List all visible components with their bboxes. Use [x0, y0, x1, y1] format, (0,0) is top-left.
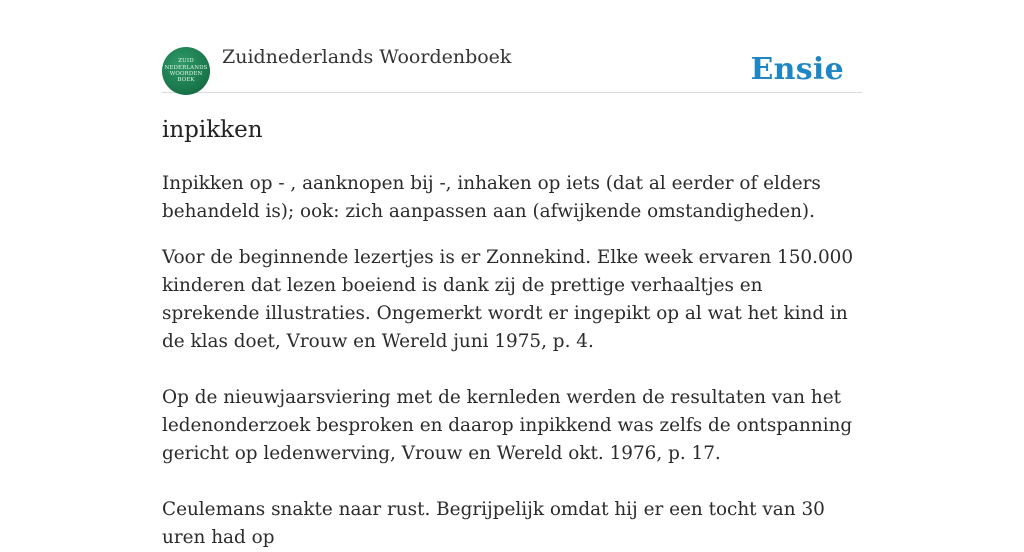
site-title[interactable]: Zuidnederlands Woordenboek [222, 46, 512, 68]
entry-example: Op de nieuwjaarsviering met de kernleden werden de resultaten van het ledenonderzoek besproken en daarop inpikkend was zelfs de ontspanning gericht op ledenwerving, Vrouw en Wereld okt. 1976, p. 17. [162, 387, 853, 464]
logo-line: WOORDEN [169, 71, 203, 77]
entry-example: Voor de beginnende lezertjes is er Zonnekind. Elke week ervaren 150.000 kinderen dat lezen boeiend is dank zij de prettige verhaaltjes en sprekende illustraties. Ongemerkt wordt er ingepikt op al wat het kind in de klas doet, Vrouw en Wereld juni 1975, p. 4. [162, 247, 854, 352]
entry-definition: Inpikken op - , aanknopen bij -, inhaken op iets (dat al eerder of elders behandeld is); ook: zich aanpassen aan (afwijkende omstandigheden). [162, 173, 821, 222]
ensie-brand-logo[interactable]: Ensie [750, 52, 844, 87]
entry-content [162, 112, 862, 552]
entry-example: Ceulemans snakte naar rust. Begrijpelijk omdat hij er een tocht van 30 uren had op [162, 499, 825, 548]
entry-headword: inpikken [162, 117, 263, 143]
site-header [162, 44, 862, 93]
logo-line: ZUID [178, 58, 194, 65]
logo-line: BOEK [177, 77, 195, 84]
logo-line: NEDERLANDS [164, 64, 208, 71]
zuidnederlands-woordenboek-logo[interactable] [162, 47, 210, 95]
